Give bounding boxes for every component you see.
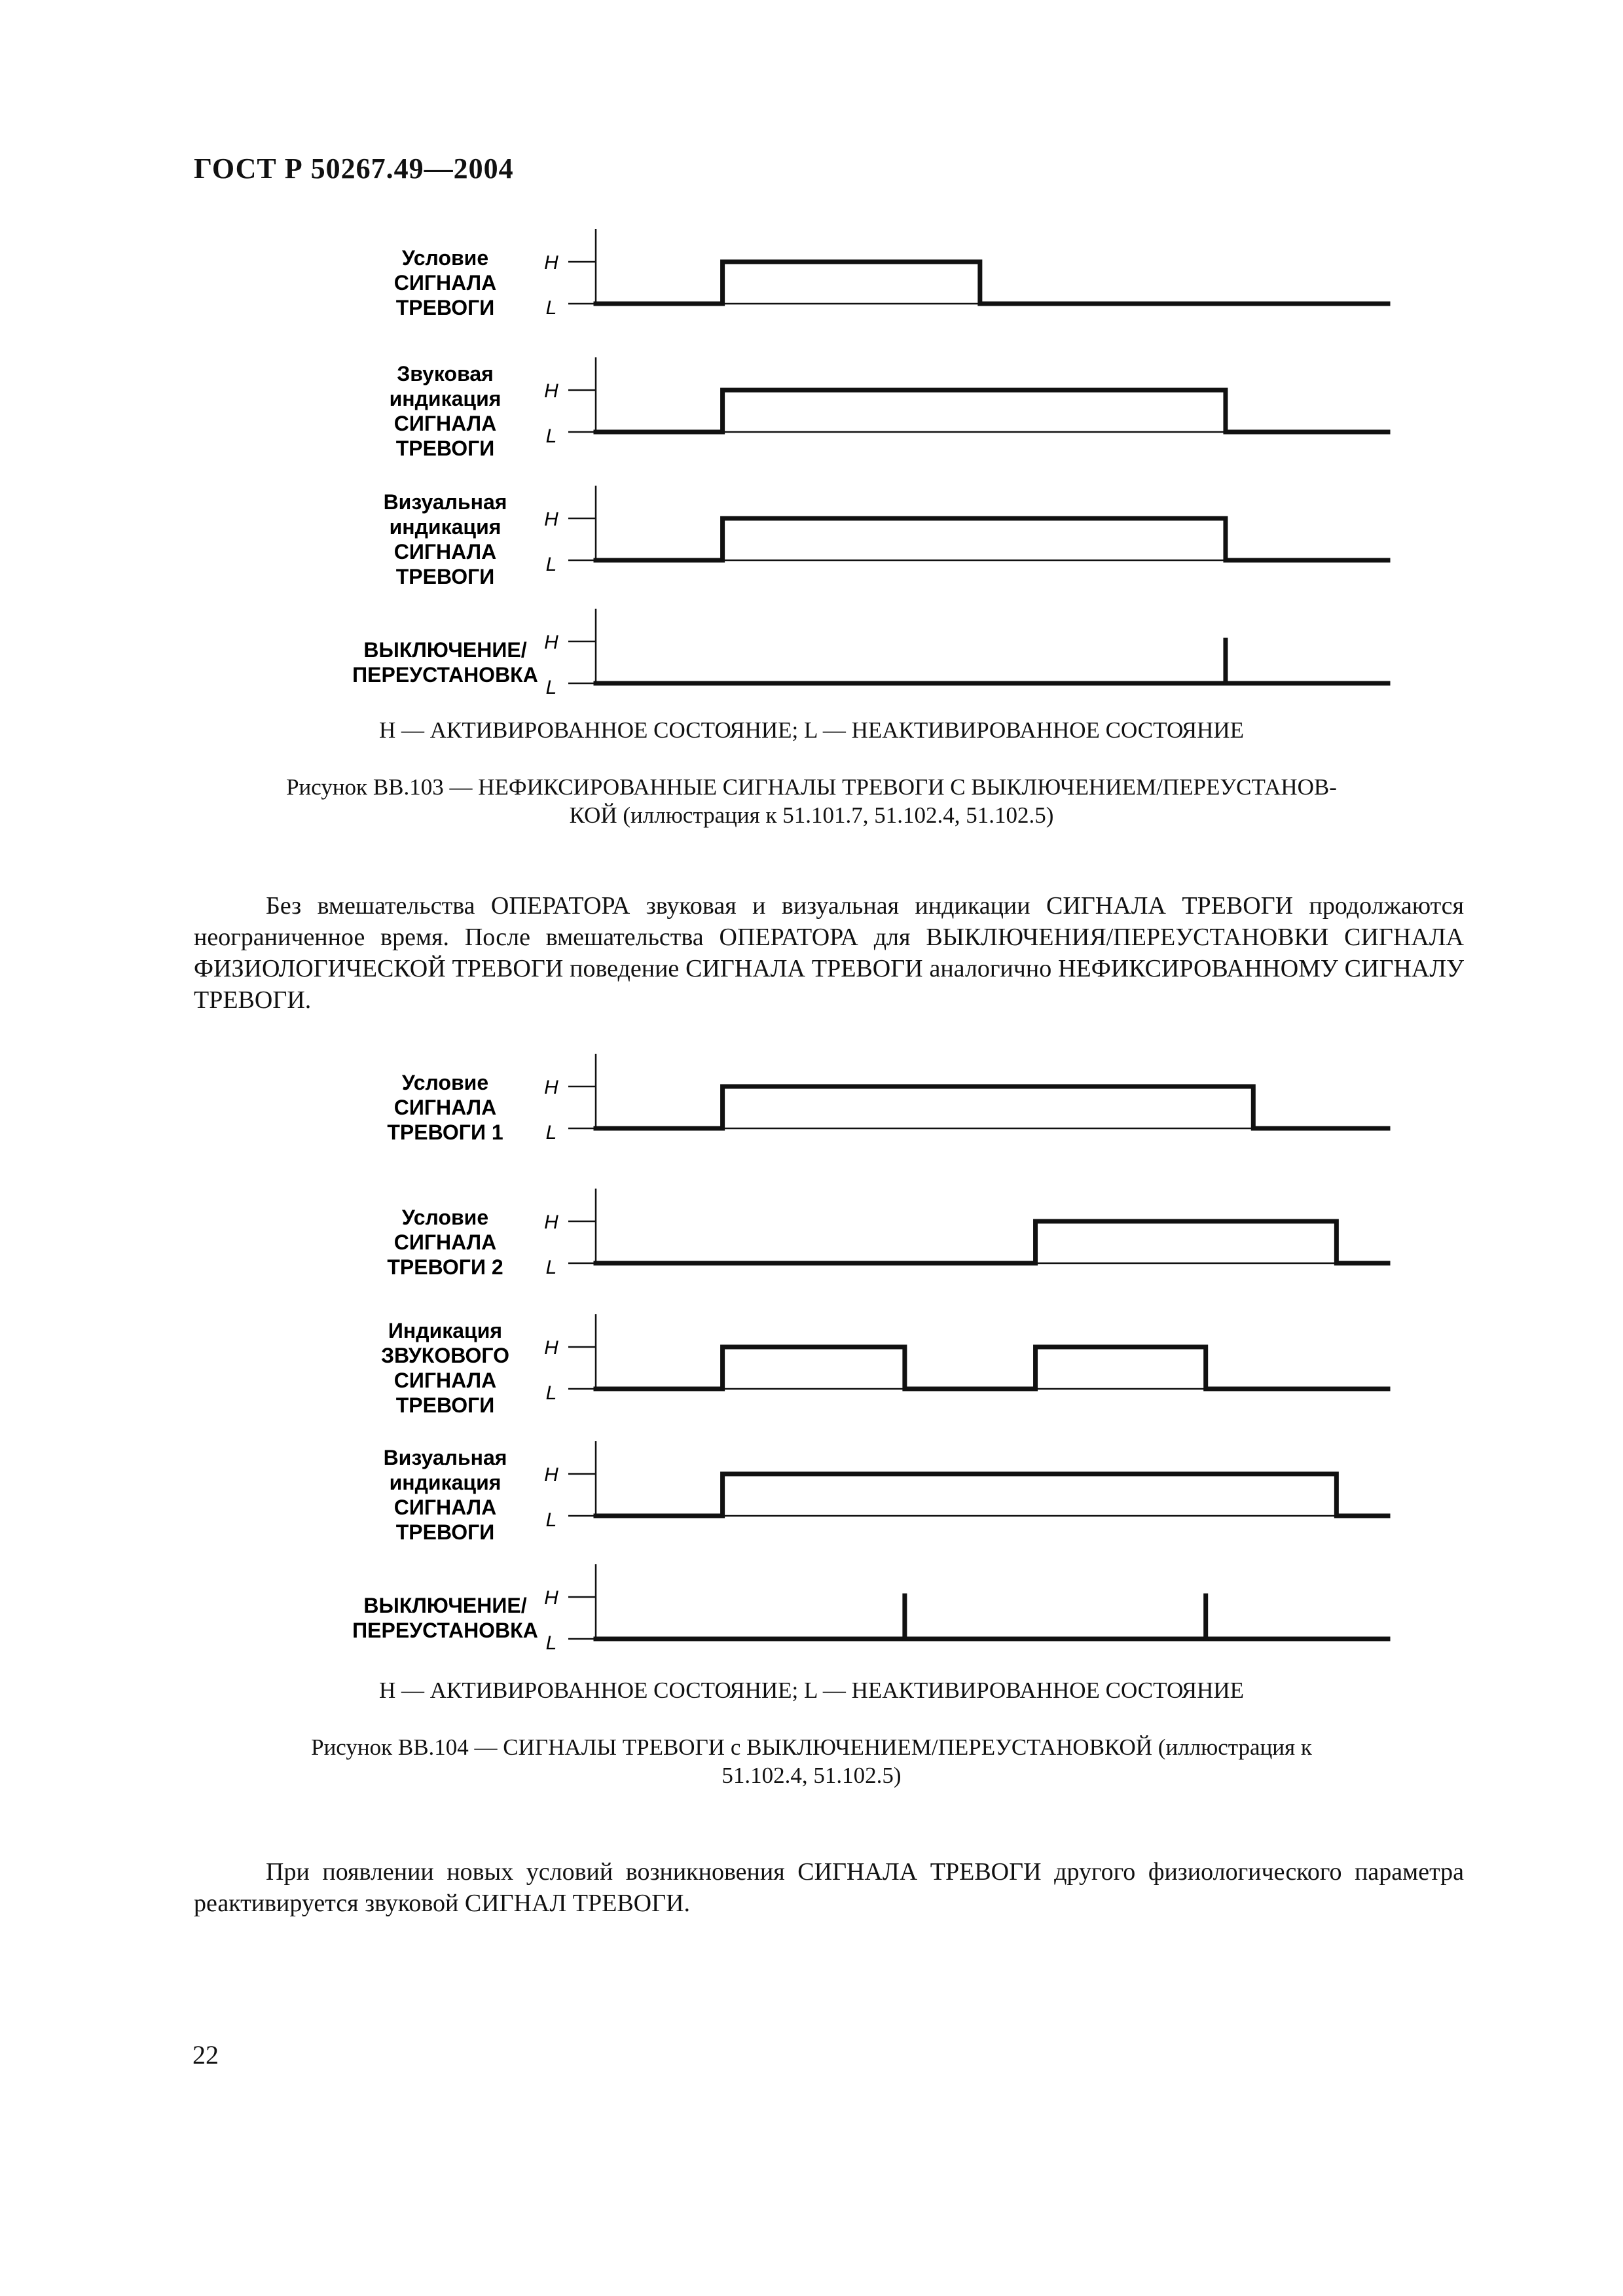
- figure_103-row-0-label-line: Условие: [401, 246, 489, 270]
- figure_104-row-0-label-line: ТРЕВОГИ 1: [387, 1121, 503, 1144]
- figure-104-caption-line1: Рисунок ВВ.104 — СИГНАЛЫ ТРЕВОГИ с ВЫКЛЮЧЕНИЕМ/ПЕРЕУСТАНОВКОЙ (иллюстрация к: [311, 1734, 1312, 1760]
- figure_103-row-1-label-line: СИГНАЛА: [393, 412, 497, 435]
- figure_103-row-2-label-line: индикация: [389, 515, 501, 539]
- figure_103-row-1: [390, 357, 1388, 460]
- low-state-label: L: [545, 1632, 557, 1654]
- figure_103-row-0-label-line: СИГНАЛА: [393, 271, 497, 295]
- figure_103-row-0-waveform: [596, 262, 1388, 304]
- figure_103-row-2-label-line: СИГНАЛА: [393, 540, 497, 564]
- high-state-label: H: [544, 1211, 558, 1233]
- figure_104-row-1-label-line: ТРЕВОГИ 2: [387, 1255, 503, 1279]
- figure_104-row-1-label-line: Условие: [401, 1206, 489, 1229]
- low-state-label: L: [545, 1257, 557, 1278]
- low-state-label: L: [545, 1122, 557, 1143]
- figure-103-caption-line2: КОЙ (иллюстрация к 51.101.7, 51.102.4, 51.102.5): [569, 802, 1054, 828]
- figure_104-row-3-label-line: ТРЕВОГИ: [395, 1520, 495, 1544]
- figure-103-caption-line1: Рисунок ВВ.103 — НЕФИКСИРОВАННЫЕ СИГНАЛЫ ТРЕВОГИ С ВЫКЛЮЧЕНИЕМ/ПЕРЕУСТАНОВ-: [286, 774, 1337, 800]
- figure-103-legend: H — АКТИВИРОВАННОЕ СОСТОЯНИЕ; L — НЕАКТИВИРОВАННОЕ СОСТОЯНИЕ: [378, 717, 1245, 743]
- high-state-label: H: [544, 632, 558, 653]
- figure_104-row-1: [387, 1189, 1388, 1279]
- figure_104-row-2-label-line: СИГНАЛА: [393, 1369, 497, 1392]
- figure-104-legend: H — АКТИВИРОВАННОЕ СОСТОЯНИЕ; L — НЕАКТИВИРОВАННОЕ СОСТОЯНИЕ: [378, 1677, 1245, 1703]
- low-state-label: L: [545, 554, 557, 575]
- figure_104-row-2-label-line: Индикация: [388, 1319, 503, 1342]
- figure_104-row-3-label-line: индикация: [389, 1471, 501, 1494]
- high-state-label: H: [544, 509, 558, 530]
- figure-104-timing-diagram: [0, 1034, 1623, 1662]
- high-state-label: H: [544, 252, 558, 274]
- figure_104-row-3: [384, 1441, 1388, 1544]
- figure-104-caption-line2: 51.102.4, 51.102.5): [721, 1763, 902, 1788]
- figure_103-row-3-label-line: ПЕРЕУСТАНОВКА: [352, 663, 538, 687]
- figure_104-row-0: [387, 1054, 1388, 1144]
- figure_103-row-1-label-line: Звуковая: [397, 362, 494, 386]
- figure_104-row-2-waveform: [596, 1347, 1388, 1389]
- figure_103-row-2: [384, 486, 1388, 588]
- low-state-label: L: [545, 677, 557, 698]
- figure_103-row-2-label-line: Визуальная: [383, 490, 507, 514]
- low-state-label: L: [545, 1382, 557, 1404]
- figure_103-row-2-label-line: ТРЕВОГИ: [395, 565, 495, 588]
- figure_104-row-0-waveform: [596, 1086, 1388, 1128]
- figure_104-row-4: [352, 1564, 1388, 1654]
- low-state-label: L: [545, 425, 557, 447]
- figure-103-timing-diagram: [0, 209, 1623, 707]
- figure_103-row-3-label-line: ВЫКЛЮЧЕНИЕ/: [363, 638, 527, 662]
- high-state-label: H: [544, 1464, 558, 1486]
- high-state-label: H: [544, 1077, 558, 1098]
- figure_103-row-1-label-line: индикация: [389, 387, 501, 410]
- figure_103-row-2-waveform: [596, 518, 1388, 560]
- figure_104-row-4-label-line: ВЫКЛЮЧЕНИЕ/: [363, 1594, 527, 1617]
- paragraph-1: [194, 890, 1464, 1016]
- high-state-label: H: [544, 1337, 558, 1359]
- figure_104-row-2-label-line: ТРЕВОГИ: [395, 1393, 495, 1417]
- figure_104-row-2-label-line: ЗВУКОВОГО: [380, 1344, 510, 1367]
- high-state-label: H: [544, 1587, 558, 1609]
- figure_104-row-2: [381, 1314, 1388, 1417]
- paragraph-2-text: При появлении новых условий возникновения СИГНАЛА ТРЕВОГИ другого физиологического параметра реактивируется звуковой СИГНАЛ ТРЕВОГИ.: [194, 1858, 1464, 1917]
- figure_104-row-1-label-line: СИГНАЛА: [393, 1230, 497, 1254]
- figure_103-row-0-label-line: ТРЕВОГИ: [395, 296, 495, 319]
- paragraph-2: [194, 1856, 1464, 1919]
- page-number: 22: [192, 2040, 219, 2070]
- figure_104-row-0-label-line: Условие: [401, 1071, 489, 1094]
- low-state-label: L: [545, 1509, 557, 1531]
- figure_103-row-1-waveform: [596, 390, 1388, 432]
- figure_104-row-3-label-line: Визуальная: [383, 1446, 507, 1469]
- high-state-label: H: [544, 380, 558, 402]
- figure_104-row-3-waveform: [596, 1474, 1388, 1516]
- figure_103-row-0: [394, 229, 1388, 319]
- figure_104-row-1-waveform: [596, 1221, 1388, 1263]
- figure_104-row-3-label-line: СИГНАЛА: [393, 1496, 497, 1519]
- figure_104-row-4-label-line: ПЕРЕУСТАНОВКА: [352, 1619, 538, 1642]
- document-header: ГОСТ Р 50267.49—2004: [194, 152, 514, 185]
- figure_103-row-3: [352, 609, 1388, 698]
- figure_104-row-0-label-line: СИГНАЛА: [393, 1096, 497, 1119]
- figure_103-row-1-label-line: ТРЕВОГИ: [395, 437, 495, 460]
- paragraph-1-text: Без вмешательства ОПЕРАТОРА звуковая и визуальная индикации СИГНАЛА ТРЕВОГИ продолжаются неограниченное время. После вмешательства ОПЕРАТОРА для ВЫКЛЮЧЕНИЯ/ПЕРЕУСТАНОВКИ СИГНАЛА ФИЗИОЛОГИЧЕСКОЙ ТРЕВОГИ поведение СИГНАЛА ТРЕВОГИ аналогично НЕФИКСИРОВАННОМУ СИГНАЛУ ТРЕВОГИ.: [194, 892, 1464, 1014]
- low-state-label: L: [545, 297, 557, 319]
